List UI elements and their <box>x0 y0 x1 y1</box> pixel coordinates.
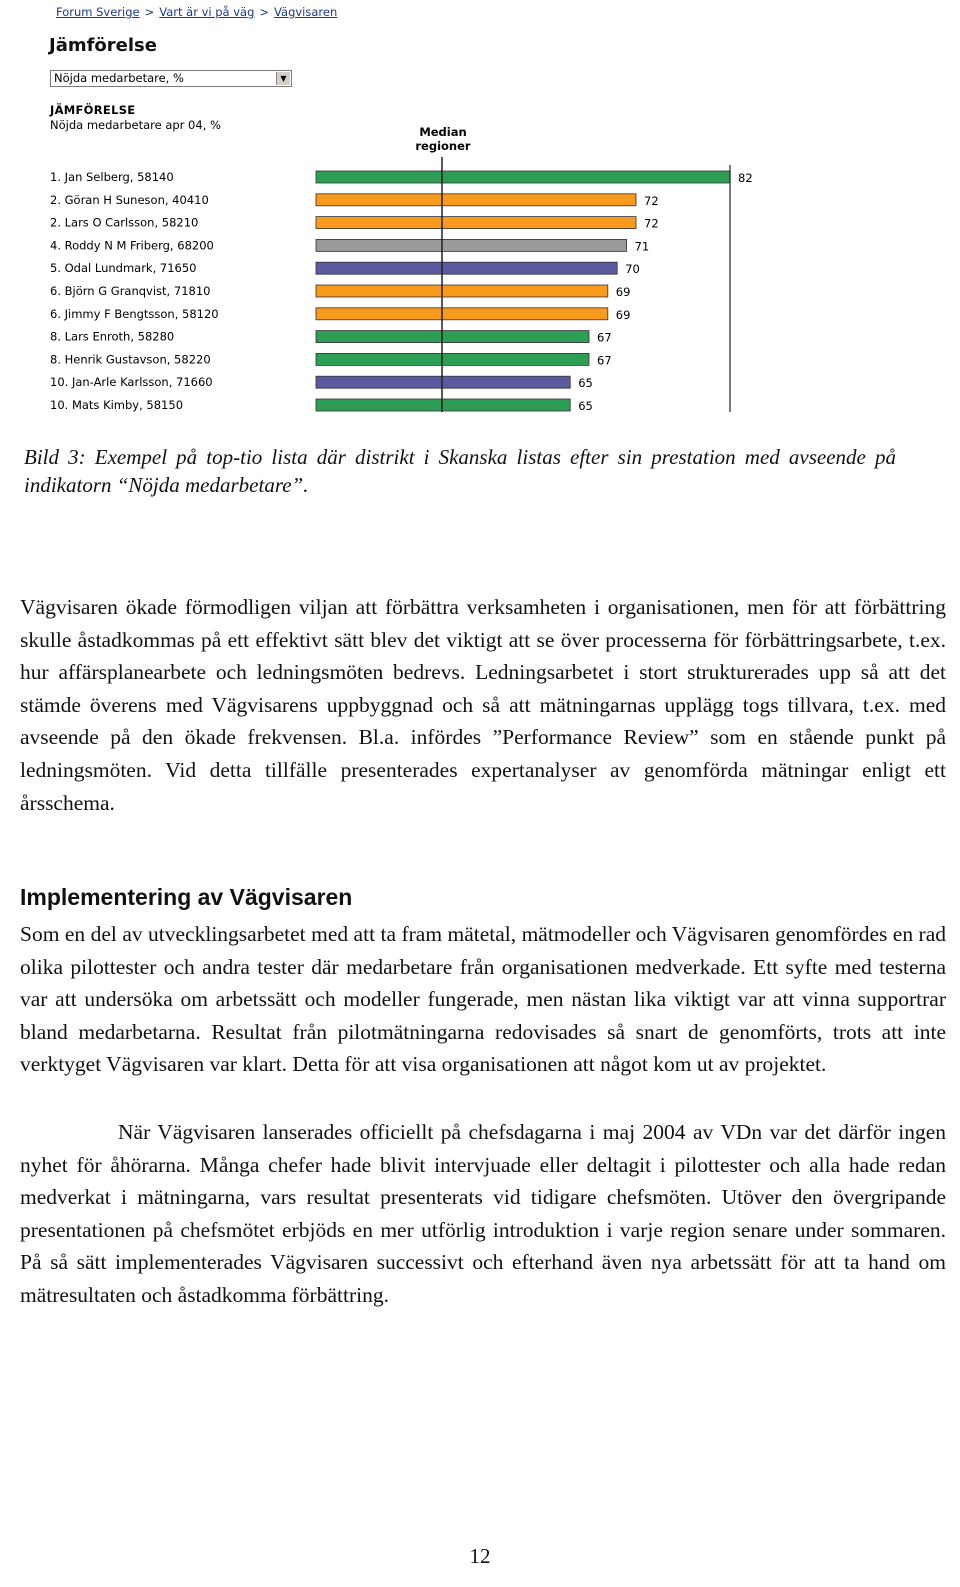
metric-select-value: Nöjda medarbetare, % <box>54 71 184 85</box>
value-label: 65 <box>578 399 593 413</box>
ranking-bar-chart <box>0 0 770 420</box>
bar <box>316 194 636 206</box>
bar <box>316 239 627 251</box>
category-label: 8. Lars Enroth, 58280 <box>50 329 175 344</box>
value-label: 72 <box>644 216 659 231</box>
breadcrumb-link-vart-ar-vi[interactable]: Vart är vi på väg <box>159 5 255 19</box>
bar <box>316 399 570 411</box>
section-heading: Implementering av Vägvisaren <box>20 884 353 910</box>
breadcrumb-separator: > <box>259 5 270 19</box>
dropdown-arrow-icon[interactable]: ▼ <box>276 72 290 85</box>
category-label: 6. Björn G Granqvist, 71810 <box>50 284 211 298</box>
paragraph-3-text: När Vägvisaren lanserades officiellt på chefsdagarna i maj 2004 av VDn var det därför ingen nyhet för åhörarna. Många chefer hade blivit intervjuade eller deltagit i pilottester och alla hade redan medverkat i mätningarna, vars resultat presenterats vid tidigare chefsmöten. Utöver den övergripande presentationen på chefsmötet erbjöds en mer utförlig introduktion i varje region senare under sommaren. På så sätt implementerades Vägvisaren successivt och efterhand även nya arbetssätt för att ta hand om mätresultaten och åstadkomma förbättring. <box>20 1120 946 1307</box>
bar <box>316 376 570 388</box>
value-label: 82 <box>738 171 753 185</box>
value-label: 72 <box>644 193 659 208</box>
category-label: 4. Roddy N M Friberg, 68200 <box>50 238 214 253</box>
value-label: 67 <box>597 330 612 345</box>
median-label: Median regioner <box>415 125 471 153</box>
bar <box>316 353 589 365</box>
comparison-heading: JÄMFÖRELSE <box>50 103 136 117</box>
category-label: 2. Lars O Carlsson, 58210 <box>50 215 199 230</box>
paragraph-1: Vägvisaren ökade förmodligen viljan att förbättra verksamheten i organisationen, men för att förbättring skulle åstadkommas på ett effektivt sätt blev det viktigt att se över processerna för förbättringsarbete, t.ex. hur affärsplanearbete och ledningsmöten bedrevs. Ledningsarbetet i stort strukturerades upp så att det stämde överens med Vägvisarens uppbyggnad och så att mätningarnas upplägg togs tillvara, t.ex. med avseende på den ökade frekvensen. Bl.a. infördes ”Performance Review” som en stående punkt på ledningsmöten. Vid detta tillfälle presenterades expertanalyser av genomförda mätningar enligt ett årsschema. <box>20 595 946 815</box>
screen-title: Jämförelse <box>49 35 157 56</box>
category-label: 10. Mats Kimby, 58150 <box>50 398 184 412</box>
breadcrumb-link-forum-sverige[interactable]: Forum Sverige <box>56 5 140 19</box>
category-label: 10. Jan-Arle Karlsson, 71660 <box>50 375 213 390</box>
bar <box>316 217 636 229</box>
breadcrumb-link-vagvisaren[interactable]: Vägvisaren <box>274 5 338 19</box>
bar <box>316 171 730 183</box>
category-label: 6. Jimmy F Bengtsson, 58120 <box>50 306 219 321</box>
category-label: 8. Henrik Gustavson, 58220 <box>50 352 211 367</box>
value-label: 65 <box>578 376 593 391</box>
screenshot-panel <box>0 0 770 420</box>
paragraph-3 <box>20 1116 946 1312</box>
category-label: 1. Jan Selberg, 58140 <box>50 170 174 184</box>
category-label: 5. Odal Lundmark, 71650 <box>50 261 197 276</box>
page-number: 12 <box>469 1544 491 1568</box>
bar <box>316 285 608 297</box>
figure-caption: Bild 3: Exempel på top-tio lista där distrikt i Skanska listas efter sin prestation med avseende på indikatorn “Nöjda medarbetare”. <box>24 445 896 497</box>
value-label: 67 <box>597 353 612 368</box>
bar <box>316 308 608 320</box>
value-label: 70 <box>625 262 640 277</box>
category-label: 2. Göran H Suneson, 40410 <box>50 192 209 207</box>
value-label: 69 <box>615 285 631 299</box>
comparison-subtitle: Nöjda medarbetare apr 04, % <box>50 118 221 132</box>
breadcrumb-separator: > <box>144 5 155 19</box>
value-label: 69 <box>615 307 631 322</box>
bar <box>316 331 589 343</box>
value-label: 71 <box>634 239 650 254</box>
bar <box>316 262 617 274</box>
paragraph-2: Som en del av utvecklingsarbetet med att ta fram mätetal, mätmodeller och Vägvisaren genomfördes en rad olika pilottester och andra tester där medarbetare från organisationen medverkade. Ett syfte med testerna var att undersöka om arbetssätt och modeller fungerade, men nästan lika viktigt var att vinna supportrar bland medarbetarna. Resultat från pilotmätningarna redovisades så snart de genomförts, trots att inte verktyget Vägvisaren var klart. Detta för att visa organisationen att något kom ut av projektet. <box>20 922 946 1077</box>
